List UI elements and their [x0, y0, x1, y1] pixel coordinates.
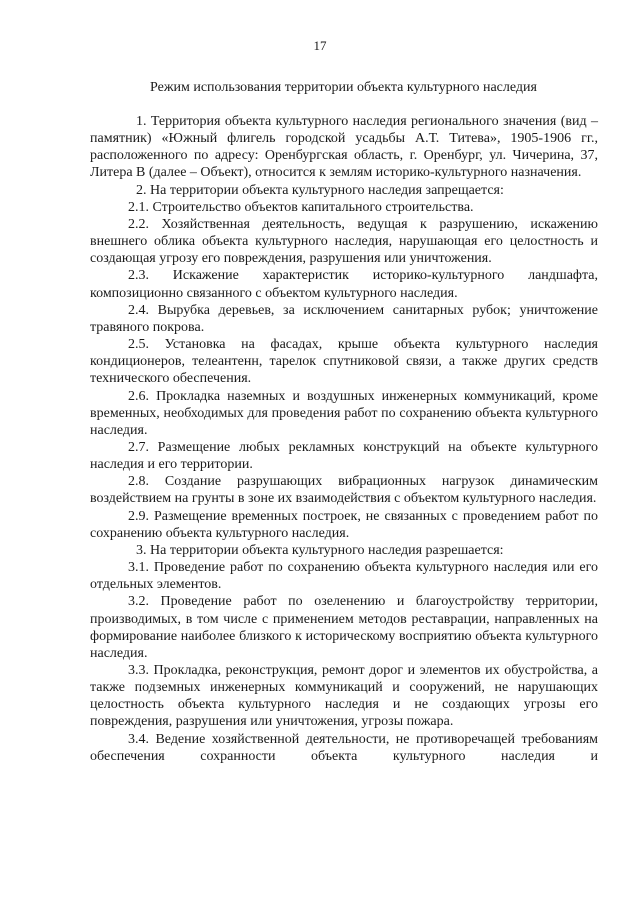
paragraph-3-2: 3.2. Проведение работ по озеленению и благоустройству территории, производимых, в том числе с применением методов реставрации, направленных на формирование наиболее близкого к историческому восприятию объекта культурного наследия. [90, 594, 598, 661]
paragraph-1: 1. Территория объекта культурного наследия регионального значения (вид – памятник) «Южный флигель городской усадьбы А.Т. Титева», 1905-1906 гг., расположенного по адресу: Оренбургская область, г. Оренбург, ул. Чичерина, 37, Литера В (далее – Объект), относится к землям историко-культурного назначения. [90, 114, 598, 181]
paragraph-2-6: 2.6. Прокладка наземных и воздушных инженерных коммуникаций, кроме временных, необходимых для проведения работ по сохранению объекта культурного наследия. [90, 388, 598, 438]
paragraph-3: 3. На территории объекта культурного наследия разрешается: [136, 542, 504, 558]
paragraph-2-9: 2.9. Размещение временных построек, не связанных с проведением работ по сохранению объекта культурного наследия. [90, 508, 598, 541]
paragraph-2-4: 2.4. Вырубка деревьев, за исключением санитарных рубок; уничтожение травяного покрова. [90, 302, 598, 335]
paragraph-3-3: 3.3. Прокладка, реконструкция, ремонт дорог и элементов их обустройства, а также подземных инженерных коммуникаций и сооружений, не нарушающих целостность объекта культурного наследия и не создающих угрозы его повреждения, разрушения или уничтожения, угрозы пожара. [90, 663, 598, 730]
paragraph-2: 2. На территории объекта культурного наследия запрещается: [136, 182, 504, 198]
paragraph-3-4: 3.4. Ведение хозяйственной деятельности, не противоречащей требованиям обеспечения сохранности объекта культурного наследия и [90, 731, 598, 764]
paragraph-2-5: 2.5. Установка на фасадах, крыше объекта культурного наследия кондиционеров, телеантенн, тарелок спутниковой связи, а также других средств технического обеспечения. [90, 337, 598, 387]
paragraph-2-8: 2.8. Создание разрушающих вибрационных нагрузок динамическим воздействием на грунты в зоне их взаимодействия с объектом культурного наследия. [90, 474, 598, 507]
paragraph-2-7: 2.7. Размещение любых рекламных конструкций на объекте культурного наследия и его территории. [90, 439, 598, 473]
document-title: Режим использования территории объекта культурного наследия [150, 80, 537, 95]
paragraph-2-3: 2.3. Искажение характеристик историко-культурного ландшафта, композиционно связанного с объектом культурного наследия. [90, 268, 598, 301]
document-body [90, 113, 598, 765]
paragraph-2-2: 2.2. Хозяйственная деятельность, ведущая к разрушению, искажению внешнего облика объекта культурного наследия, нарушающая его целостность и создающая угрозу его повреждения, разрушения или уничтожения. [90, 216, 598, 267]
page-number: 17 [313, 38, 327, 53]
paragraph-2-1: 2.1. Строительство объектов капитального строительства. [128, 199, 474, 215]
paragraph-3-1: 3.1. Проведение работ по сохранению объекта культурного наследия или его отдельных элементов. [90, 560, 598, 593]
